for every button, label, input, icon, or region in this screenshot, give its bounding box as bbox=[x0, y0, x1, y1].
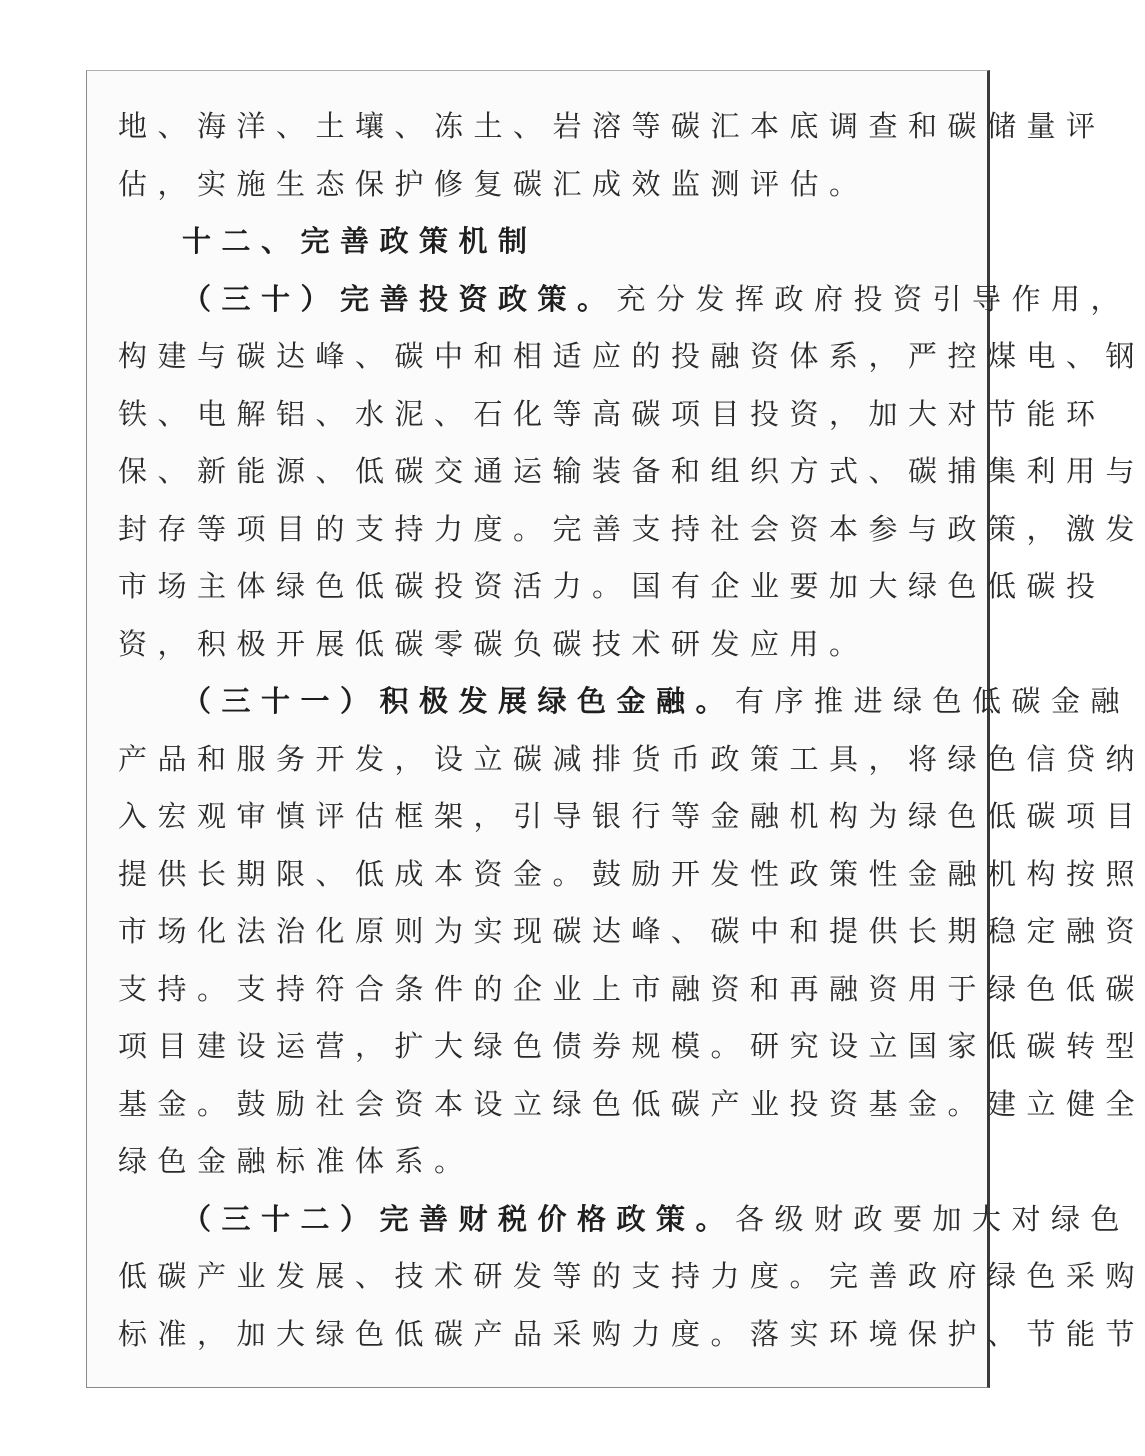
paragraph-32-first-text: 各级财政要加大对绿色 bbox=[735, 1201, 1131, 1236]
text-line: 支持。支持符合条件的企业上市融资和再融资用于绿色低碳 bbox=[118, 971, 1145, 1006]
text-line: 产品和服务开发，设立碳减排货币政策工具，将绿色信贷纳 bbox=[118, 741, 1145, 776]
paragraph-30-title: （三十）完善投资政策。 bbox=[182, 281, 617, 316]
paragraph-32-title: （三十二）完善财税价格政策。 bbox=[182, 1201, 736, 1236]
document-text bbox=[118, 98, 1145, 1363]
paragraph-31-title: （三十一）积极发展绿色金融。 bbox=[182, 684, 736, 718]
text-line: 项目建设运营，扩大绿色债券规模。研究设立国家低碳转型 bbox=[118, 1029, 1145, 1063]
text-line: 铁、电解铝、水泥、石化等高碳项目投资，加大对节能环 bbox=[118, 396, 1106, 431]
text-line: 构建与碳达峰、碳中和相适应的投融资体系，严控煤电、钢 bbox=[118, 339, 1145, 373]
paragraph-31-first-text: 有序推进绿色低碳金融 bbox=[735, 684, 1131, 718]
section-heading: 十二、完善政策机制 bbox=[182, 224, 538, 258]
text-line: 标准，加大绿色低碳产品采购力度。落实环境保护、节能节 bbox=[118, 1316, 1145, 1351]
paragraph-32-first-line bbox=[118, 1191, 1131, 1249]
text-line: 入宏观审慎评估框架，引导银行等金融机构为绿色低碳项目 bbox=[118, 799, 1145, 833]
paragraph-30-first-line bbox=[118, 271, 1131, 329]
text-line: 封存等项目的支持力度。完善支持社会资本参与政策，激发 bbox=[118, 511, 1145, 546]
text-line: 市场化法治化原则为实现碳达峰、碳中和提供长期稳定融资 bbox=[118, 914, 1145, 948]
text-line: 估，实施生态保护修复碳汇成效监测评估。 bbox=[118, 166, 869, 201]
text-line: 保、新能源、低碳交通运输装备和组织方式、碳捕集利用与 bbox=[118, 454, 1145, 488]
text-line: 绿色金融标准体系。 bbox=[118, 1144, 474, 1178]
text-line: 提供长期限、低成本资金。鼓励开发性政策性金融机构按照 bbox=[118, 856, 1145, 891]
text-line: 低碳产业发展、技术研发等的支持力度。完善政府绿色采购 bbox=[118, 1259, 1145, 1293]
text-line: 市场主体绿色低碳投资活力。国有企业要加大绿色低碳投 bbox=[118, 569, 1106, 603]
text-line: 基金。鼓励社会资本设立绿色低碳产业投资基金。建立健全 bbox=[118, 1086, 1145, 1121]
paragraph-31-first-line bbox=[118, 673, 1131, 731]
text-line: 地、海洋、土壤、冻土、岩溶等碳汇本底调查和碳储量评 bbox=[118, 109, 1106, 143]
paragraph-30-first-text: 充分发挥政府投资引导作用， bbox=[616, 281, 1131, 316]
text-line: 资，积极开展低碳零碳负碳技术研发应用。 bbox=[118, 626, 869, 661]
